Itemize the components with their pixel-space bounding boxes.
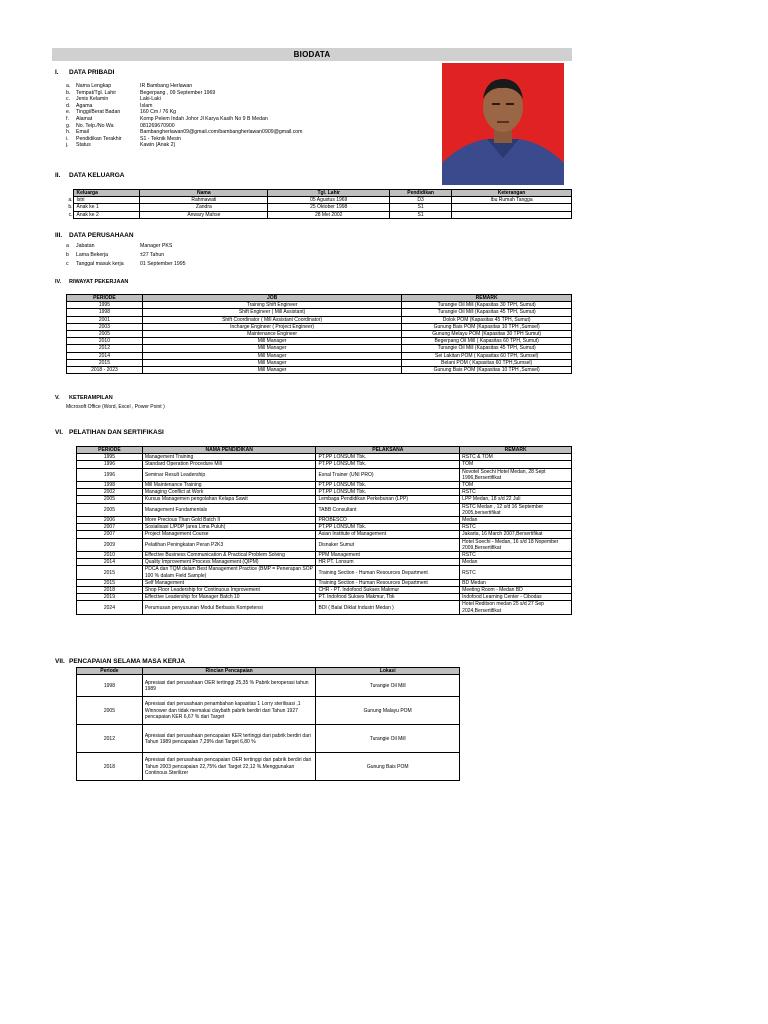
cell-periode: 2005 bbox=[77, 503, 143, 516]
section-pencapaian bbox=[55, 658, 185, 665]
company-data-row bbox=[66, 260, 186, 269]
cell-periode: 1998 bbox=[77, 482, 143, 489]
cell-periode: 2019 bbox=[77, 594, 143, 601]
table-row bbox=[77, 675, 460, 697]
cell-periode: 1995 bbox=[77, 454, 143, 461]
row-value: ±27 Tahun bbox=[140, 252, 165, 258]
personal-data-row bbox=[66, 123, 303, 130]
table-row bbox=[67, 309, 572, 316]
table-row bbox=[77, 601, 572, 614]
row-label: Pendidikan Terakhir bbox=[76, 135, 122, 142]
cell-job: Maintenance Engineer bbox=[142, 331, 401, 338]
section-title: PENCAPAIAN SELAMA MASA KERJA bbox=[69, 658, 186, 665]
cell-lokasi: Turangie Oil Mill bbox=[316, 725, 460, 753]
cell-periode: 2002 bbox=[77, 489, 143, 496]
cell-periode: 1996 bbox=[77, 461, 143, 468]
cell-nama-pendidikan: Effective Business Communication & Practical Problem Solving bbox=[142, 552, 316, 559]
cell-job: Incharge Engineer ( Project Engineer) bbox=[142, 323, 401, 330]
cell-nama-pendidikan: PDCA dan TQM dalam Best Management Practice (BMP = Penerapan SOP 100 % dalam Field Sample) bbox=[142, 566, 316, 579]
personal-data-row bbox=[66, 83, 303, 90]
cell-job: Mill Manager bbox=[142, 359, 401, 366]
section-number: II. bbox=[55, 172, 61, 179]
cell-remark: Dolok POM (Kapasitas 45 TPH, Sumut) bbox=[402, 316, 572, 323]
work-history-table bbox=[66, 294, 572, 374]
personal-data-row bbox=[66, 142, 303, 149]
training-table bbox=[76, 446, 572, 615]
row-key: b bbox=[66, 252, 69, 258]
row-key: c. bbox=[68, 211, 73, 218]
cell-periode: 2007 bbox=[77, 531, 143, 538]
section-title: DATA PERUSAHAAN bbox=[69, 232, 134, 239]
cell-remark: Meeting Room - Medan BD bbox=[460, 587, 572, 594]
row-value: S1 - Teknik Mesin bbox=[140, 135, 181, 142]
header-tgl-lahir: Tgl. Lahir bbox=[268, 190, 390, 197]
row-key: d. bbox=[66, 102, 71, 109]
cell-job: Mill Manager bbox=[142, 367, 401, 374]
cell-rincian: Apresiasi dari perusahaan pencapaian KER tertinggi dari pabrik berdiri dari Tahun 1989 pencapaian 7,29% dari Target 6,80 % bbox=[142, 725, 316, 753]
cell-pelaksana: Disnaker Sumut bbox=[316, 538, 460, 551]
cell-nama-pendidikan: Managing Conflict at Work bbox=[142, 489, 316, 496]
cell-rincian: Apresiasi dari perusahaan penambahan kapasitas 1 Lorry sterilisasi ,1 Winnower dan tidak memakai claybath pabrik berdiri dari Tahun 1927 pencapaian KER 6,67 % dari Target bbox=[142, 697, 316, 725]
section-number: IV. bbox=[55, 279, 62, 285]
cell-remark: RSTC Medan , 12 s/d 16 September 2005,bersertifikat bbox=[460, 503, 572, 516]
header-pelaksana: PELAKSANA bbox=[316, 447, 460, 454]
cell-remark: Gunung Melayu POM (Kapasitas 30 TPH Sumut) bbox=[402, 331, 572, 338]
cell-pelaksana: Training Section - Human Resources Department bbox=[316, 579, 460, 586]
cell-job: Mill Manager bbox=[142, 352, 401, 359]
table-row bbox=[77, 524, 572, 531]
cell-pendidikan: S1 bbox=[390, 211, 452, 218]
cell-nama-pendidikan: Effective Leadership for Manager Batch 10 bbox=[142, 594, 316, 601]
table-row bbox=[77, 594, 572, 601]
table-row bbox=[77, 489, 572, 496]
cell-periode: 2015 bbox=[67, 359, 143, 366]
cell-nama: Zandra bbox=[140, 204, 268, 211]
cell-tgl-lahir: 28 Mei 2002 bbox=[268, 211, 390, 218]
cell-periode: 2009 bbox=[77, 538, 143, 551]
achievements-table bbox=[76, 667, 460, 781]
header-nama-pendidikan: NAMA PENDIDIKAN bbox=[142, 447, 316, 454]
table-row bbox=[77, 517, 572, 524]
row-key: f. bbox=[66, 115, 69, 122]
cell-nama-pendidikan: Mill Maintenance Training bbox=[142, 482, 316, 489]
section-number: V. bbox=[55, 395, 60, 401]
cell-remark: RSTC bbox=[460, 524, 572, 531]
cell-remark: Jakarta, 16 March 2007,Bersertifikat bbox=[460, 531, 572, 538]
cell-remark: TOM bbox=[460, 461, 572, 468]
cell-periode: 2014 bbox=[67, 352, 143, 359]
table-row bbox=[66, 204, 572, 211]
cell-lokasi: Turangie Oil Mill bbox=[316, 675, 460, 697]
row-key: b. bbox=[66, 89, 71, 96]
cell-pelaksana: PROBESCO bbox=[316, 517, 460, 524]
cell-periode: 1998 bbox=[67, 309, 143, 316]
cell-nama-pendidikan: More Precious Than Gold Batch II bbox=[142, 517, 316, 524]
cell-pelaksana: CHR - PT. Indofood Sukses Makmur bbox=[316, 587, 460, 594]
cell-periode: 2015 bbox=[77, 566, 143, 579]
row-key: e. bbox=[66, 109, 71, 116]
row-value: 01 September 1995 bbox=[140, 261, 186, 267]
row-key: i. bbox=[66, 135, 69, 142]
table-header-row bbox=[67, 295, 572, 302]
table-row bbox=[77, 566, 572, 579]
cell-pelaksana: Asian Institute of Management bbox=[316, 531, 460, 538]
row-label: Tinggi/Berat Badan bbox=[76, 109, 121, 116]
cell-periode: 1998 bbox=[77, 675, 143, 697]
row-label: Tanggal masuk kerja bbox=[76, 261, 124, 267]
table-header-row bbox=[77, 447, 572, 454]
row-key: c bbox=[66, 261, 69, 267]
header-rincian: Rincian Pencapaian bbox=[142, 668, 316, 675]
cell-lokasi: Gunung Bais POM bbox=[316, 753, 460, 781]
row-value: Islam bbox=[140, 102, 153, 109]
personal-data-row bbox=[66, 90, 303, 97]
cell-nama-pendidikan: Standard Operation Procedure Mill bbox=[142, 461, 316, 468]
cell-nama-pendidikan: Pelatihan Peningkatan Peran P2K3 bbox=[142, 538, 316, 551]
cell-remark: RSTC bbox=[460, 566, 572, 579]
table-row bbox=[77, 503, 572, 516]
row-value: 081269670900 bbox=[140, 122, 175, 129]
section-title: DATA PRIBADI bbox=[69, 69, 115, 76]
cell-nama-pendidikan: Project Management Course bbox=[142, 531, 316, 538]
personal-data-row bbox=[66, 103, 303, 110]
header-pendidikan: Pendidikan bbox=[390, 190, 452, 197]
cell-periode: 2005 bbox=[77, 496, 143, 503]
cell-remark: Hotel Reditson medan 25 s/d 27 Sep 2024,Bersertifikat bbox=[460, 601, 572, 614]
cell-pelaksana: HR PT. Lonsum bbox=[316, 559, 460, 566]
section-number: I. bbox=[55, 69, 59, 76]
cell-remark: BD Medan bbox=[460, 579, 572, 586]
cell-lokasi: Gunung Malayu POM bbox=[316, 697, 460, 725]
cell-nama-pendidikan: Kursus Managemen pengolahan Kelapa Sawit bbox=[142, 496, 316, 503]
cell-nama-pendidikan: Management Training bbox=[142, 454, 316, 461]
company-data-row bbox=[66, 242, 186, 251]
cell-job: Shift Engineer ( Mill Assistant) bbox=[142, 309, 401, 316]
cell-remark: RSTC bbox=[460, 489, 572, 496]
cell-periode: 2010 bbox=[77, 552, 143, 559]
section-data-keluarga bbox=[55, 172, 125, 179]
row-label: Jabatan bbox=[76, 243, 95, 249]
cell-nama: Anwary Mahse bbox=[140, 211, 268, 218]
personal-data-row bbox=[66, 96, 303, 103]
cell-remark: Belani POM ( Kapasitas 60 TPH,Sumsel) bbox=[402, 359, 572, 366]
table-row bbox=[66, 197, 572, 204]
section-title: RIWAYAT PEKERJAAN bbox=[69, 279, 129, 285]
cell-remark: Medan bbox=[460, 517, 572, 524]
cell-pendidikan: S1 bbox=[390, 204, 452, 211]
section-title: PELATIHAN DAN SERTIFIKASI bbox=[69, 429, 164, 436]
cell-keluarga: Anak ke 1 bbox=[74, 204, 140, 211]
cell-remark: Novotel Soechi Hotel Medan, 28 Sept 1996,Bersertifikat bbox=[460, 468, 572, 481]
cell-remark: Medan bbox=[460, 559, 572, 566]
table-row bbox=[77, 482, 572, 489]
cell-remark: TOM bbox=[460, 482, 572, 489]
row-label: Nama Lengkap bbox=[76, 83, 112, 89]
cell-rincian: Apresiasi dari perusahaan OER tertinggi 25,35 % Pabrik beroperasi tahun 1989 bbox=[142, 675, 316, 697]
cell-pelaksana: Lembaga Pendidikan Perkebunan (LPP) bbox=[316, 496, 460, 503]
cell-pelaksana: BDI ( Balai Diklat Industri Medan ) bbox=[316, 601, 460, 614]
section-number: VI. bbox=[55, 429, 63, 436]
cell-keterangan bbox=[452, 211, 572, 218]
cell-remark: RSTC bbox=[460, 552, 572, 559]
table-header-row bbox=[77, 668, 460, 675]
person-photo-icon bbox=[442, 63, 564, 185]
header-job: JOB bbox=[142, 295, 401, 302]
cell-periode: 2005 bbox=[67, 331, 143, 338]
table-row bbox=[77, 454, 572, 461]
cell-keluarga: Istri bbox=[74, 197, 140, 204]
cell-remark: Turangie Oil Mill (Kapasitas 45 TPH, Sumut) bbox=[402, 309, 572, 316]
table-row bbox=[67, 352, 572, 359]
cell-remark: LPP Medan, 18 s/d 22 Juli bbox=[460, 496, 572, 503]
cell-remark: Begerpang Oil Mill ( Kapasitas 60 TPH, Sumut) bbox=[402, 338, 572, 345]
table-row bbox=[67, 367, 572, 374]
cell-pendidikan: D3 bbox=[390, 197, 452, 204]
cell-job: Mill Manager bbox=[142, 345, 401, 352]
table-header-row bbox=[66, 190, 572, 197]
cell-pelaksana: Exnal Trainer (UNI PRO) bbox=[316, 468, 460, 481]
row-label: Agama bbox=[76, 102, 93, 109]
cell-periode: 2007 bbox=[77, 524, 143, 531]
table-row bbox=[77, 468, 572, 481]
section-title: KETERAMPILAN bbox=[69, 395, 113, 401]
cell-nama-pendidikan: Quality Improvement Process Management (QIPM) bbox=[142, 559, 316, 566]
row-value: Komp Pelem Indah Johor Jl Karya Kasih No 9 B Medan bbox=[140, 115, 268, 122]
row-value: Begerpang , 09 September 1969 bbox=[140, 89, 216, 96]
cell-pelaksana: PT.PP LONSUM Tbk. bbox=[316, 454, 460, 461]
table-row bbox=[77, 559, 572, 566]
cell-periode: 2010 bbox=[67, 338, 143, 345]
header-remark: REMARK bbox=[460, 447, 572, 454]
row-value: Kawin (Anak 2) bbox=[140, 142, 176, 149]
cell-periode: 2014 bbox=[77, 559, 143, 566]
personal-data-row bbox=[66, 109, 303, 116]
cell-job: Training Shift Engineer bbox=[142, 302, 401, 309]
cell-pelaksana: PPM Management bbox=[316, 552, 460, 559]
personal-data-list bbox=[66, 83, 303, 149]
row-value: 160 Cm / 76 Kg bbox=[140, 109, 177, 116]
cell-remark: Sei Lakitan POM ( Kapasitas 60 TPH, Sumsel) bbox=[402, 352, 572, 359]
row-label: Tempat/Tgl. Lahir bbox=[76, 89, 117, 96]
cell-nama-pendidikan: Shop Floor Leadership for Continuous Improvement bbox=[142, 587, 316, 594]
row-label: Status bbox=[76, 142, 91, 149]
cell-periode: 2001 bbox=[67, 316, 143, 323]
cell-remark: Hotel Soechi - Medan, 16 s/d 18 Nopember 2009,Bersertifikat bbox=[460, 538, 572, 551]
table-row bbox=[77, 697, 460, 725]
cell-remark: Gunung Bais POM (Kapasitas 10 TPH ,Sumsel) bbox=[402, 367, 572, 374]
header-periode: PERIODE bbox=[77, 447, 143, 454]
row-key: c. bbox=[66, 96, 71, 103]
section-number: VII. bbox=[55, 658, 65, 665]
cell-pelaksana: TABB Consultant bbox=[316, 503, 460, 516]
page-title: BIODATA bbox=[52, 48, 572, 61]
personal-data-row bbox=[66, 129, 303, 136]
row-key: a. bbox=[68, 197, 73, 204]
cell-periode: 2015 bbox=[77, 579, 143, 586]
section-pelatihan bbox=[55, 429, 164, 436]
header-nama: Nama bbox=[140, 190, 268, 197]
table-row bbox=[67, 302, 572, 309]
table-row bbox=[67, 316, 572, 323]
cell-remark: RSTC & TOM bbox=[460, 454, 572, 461]
cell-nama-pendidikan: Perumusan penyusunan Modul Berbasis Kompetensi bbox=[142, 601, 316, 614]
row-key: a bbox=[66, 243, 69, 249]
row-value: IR Bambang Herlawan bbox=[140, 83, 193, 89]
table-row bbox=[67, 323, 572, 330]
cell-remark: Gunung Bais POM (Kapasitas 10 TPH ,Sumsel) bbox=[402, 323, 572, 330]
section-keterampilan bbox=[55, 395, 113, 401]
table-row bbox=[67, 331, 572, 338]
table-row bbox=[77, 753, 460, 781]
cell-periode: 2006 bbox=[77, 517, 143, 524]
cell-periode: 2012 bbox=[67, 345, 143, 352]
cell-periode: 2005 bbox=[77, 697, 143, 725]
cell-periode: 1996 bbox=[77, 468, 143, 481]
cell-remark: Turangie Oil Mill (Kapasitas 30 TPH, Sumut) bbox=[402, 302, 572, 309]
cell-job: Shift Coordinator ( Mill Assistant Coordinator) bbox=[142, 316, 401, 323]
table-row bbox=[77, 725, 460, 753]
cell-pelaksana: Training Section - Human Resources Department bbox=[316, 566, 460, 579]
cell-periode: 2018 bbox=[77, 587, 143, 594]
table-row bbox=[77, 531, 572, 538]
row-key: a. bbox=[66, 83, 71, 89]
cell-pelaksana: PT.PP LONSUM Tbk. bbox=[316, 482, 460, 489]
skills-value: Microsoft Office (Word, Excel , Power Point ) bbox=[66, 404, 165, 410]
section-data-pribadi bbox=[55, 69, 114, 76]
cell-pelaksana: PT.PP LONSUM Tbk. bbox=[316, 489, 460, 496]
header-periode: Periode bbox=[77, 668, 143, 675]
cell-periode: 2018 - 2023 bbox=[67, 367, 143, 374]
table-row bbox=[66, 211, 572, 218]
cell-keterangan: Ibu Rumah Tangga bbox=[452, 197, 572, 204]
cell-periode: 1995 bbox=[67, 302, 143, 309]
cell-job: Mill Manager bbox=[142, 338, 401, 345]
table-row bbox=[77, 587, 572, 594]
cell-nama-pendidikan: Sosialisasi L/PDP (area Lima Puluh) bbox=[142, 524, 316, 531]
section-riwayat-pekerjaan bbox=[55, 279, 128, 285]
cell-nama-pendidikan: Seminar Result Leadership bbox=[142, 468, 316, 481]
cell-periode: 2003 bbox=[67, 323, 143, 330]
cell-remark: Indofood Learning Center - Cibodas bbox=[460, 594, 572, 601]
row-label: Alamat bbox=[76, 115, 93, 122]
row-value: Manager PKS bbox=[140, 243, 173, 249]
row-key: b. bbox=[68, 204, 73, 211]
header-lokasi: Lokasi bbox=[316, 668, 460, 675]
header-remark: REMARK bbox=[402, 295, 572, 302]
row-label: Email bbox=[76, 129, 89, 136]
header-keluarga: Keluarga bbox=[74, 190, 140, 197]
header-periode: PERIODE bbox=[67, 295, 143, 302]
row-value: Bambangherlawan09@gmail.com/bambangherlawan0909@gmail.com bbox=[140, 129, 303, 136]
family-table bbox=[66, 189, 572, 219]
table-row bbox=[77, 552, 572, 559]
table-row bbox=[77, 461, 572, 468]
cell-rincian: Apresiasi dari perusahaan pencapaian OER tertinggi dari pabrik berdiri dari Tahun 2003 pencapaian 22,75% dari Target 22,12 %.Menggunakan Continous Sterilizer bbox=[142, 753, 316, 781]
personal-data-row bbox=[66, 136, 303, 143]
table-row bbox=[77, 538, 572, 551]
table-row bbox=[67, 345, 572, 352]
cell-tgl-lahir: 05 Agustus 1969 bbox=[268, 197, 390, 204]
cell-keluarga: Anak ke 2 bbox=[74, 211, 140, 218]
cell-nama: Rahmawati bbox=[140, 197, 268, 204]
table-row bbox=[67, 359, 572, 366]
cell-nama-pendidikan: Self Management bbox=[142, 579, 316, 586]
table-row bbox=[67, 338, 572, 345]
cell-pelaksana: PT.PP LONSUM Tbk. bbox=[316, 461, 460, 468]
row-label: Lama Bekerja bbox=[76, 252, 109, 258]
row-label: No. Telp./No Wa bbox=[76, 122, 114, 129]
personal-data-row bbox=[66, 116, 303, 123]
section-data-perusahaan bbox=[55, 232, 134, 239]
cell-tgl-lahir: 25 Oktober 1998 bbox=[268, 204, 390, 211]
table-row bbox=[77, 579, 572, 586]
row-key: h. bbox=[66, 129, 71, 136]
cell-remark: Turangie Oil Mill (Kapasitas 45 TPH, Sumut) bbox=[402, 345, 572, 352]
row-key: j. bbox=[66, 142, 69, 149]
section-title: DATA KELUARGA bbox=[69, 172, 125, 179]
cell-pelaksana: PT.PP LONSUM Tbk. bbox=[316, 524, 460, 531]
row-value: Laki-Laki bbox=[140, 96, 161, 103]
cell-keterangan bbox=[452, 204, 572, 211]
cell-periode: 2018 bbox=[77, 753, 143, 781]
company-data-list bbox=[66, 242, 186, 269]
cell-pelaksana: PT. Indofood Sukses Makmur, Tbk bbox=[316, 594, 460, 601]
row-key: g. bbox=[66, 122, 71, 129]
header-keterangan: Keterangan bbox=[452, 190, 572, 197]
section-number: III. bbox=[55, 232, 63, 239]
profile-photo bbox=[442, 63, 564, 185]
cell-periode: 2024 bbox=[77, 601, 143, 614]
table-row bbox=[77, 496, 572, 503]
cell-nama-pendidikan: Management Fundamentals bbox=[142, 503, 316, 516]
row-label: Jenis Kelamin bbox=[76, 96, 109, 103]
company-data-row bbox=[66, 251, 186, 260]
cell-periode: 2012 bbox=[77, 725, 143, 753]
